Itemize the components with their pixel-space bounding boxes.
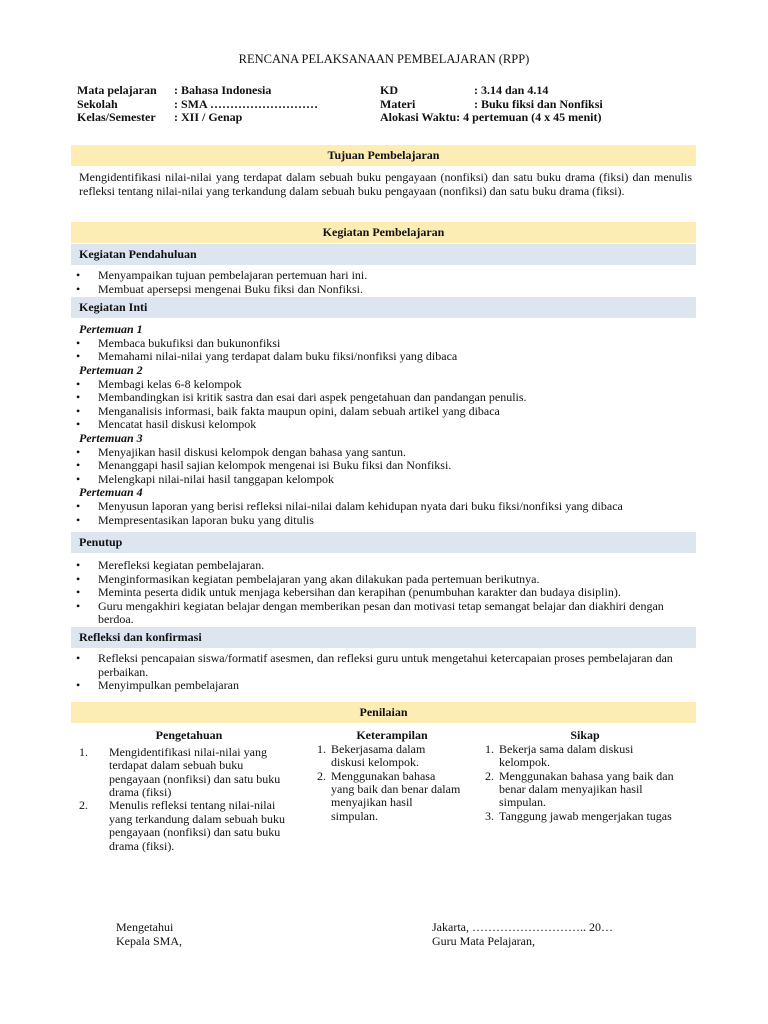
kelas-value: : XII / Genap — [174, 110, 243, 124]
materi-value: : Buku fiksi dan Nonfiksi — [474, 96, 603, 111]
sikap-list — [485, 742, 685, 823]
list-item: • Menganalisis informasi, baik fakta maupun opini, dalam sebuah artikel yang dibaca — [71, 405, 696, 419]
list-item: • Guru mengakhiri kegiatan belajar dengan memberikan pesan dan motivasi tetap semangat belajar dan diakhiri dengan berdoa. — [71, 600, 696, 627]
list-item: • Menyusun laporan yang berisi refleksi nilai-nilai dalam kehidupan nyata dari buku fiksi/nonfiksi yang dibaca — [71, 500, 696, 514]
list-number: 2. — [485, 768, 494, 783]
sekolah-value: : SMA ……………………… — [174, 96, 318, 111]
meta-table — [77, 84, 603, 125]
keterampilan-list — [317, 742, 485, 823]
pertemuan-4-label: Pertemuan 4 — [79, 485, 143, 500]
signature-left — [116, 920, 182, 948]
sikap-column — [485, 726, 685, 853]
list-item: • Refleksi pencapaian siswa/formatif asesmen, dan refleksi guru untuk mengetahui ketercapaian proses pembelajaran dan perbaikan. — [71, 652, 696, 679]
list-item-text: Tanggung jawab mengerjakan tugas — [499, 808, 672, 823]
list-item: • Menanggapi hasil sajian kelompok mengenai isi Buku fiksi dan Nonfiksi. — [71, 459, 696, 473]
list-item — [485, 743, 685, 770]
list-number: 2. — [79, 798, 88, 813]
list-item: • Menginformasikan kegiatan pembelajaran yang akan dilakukan pada pertemuan berikutnya. — [71, 573, 696, 587]
signature-right — [432, 920, 613, 948]
sekolah-label: Sekolah — [77, 96, 118, 111]
place-date-text: Jakarta, ……………………….. 20… — [432, 920, 613, 934]
inti-header: Kegiatan Inti — [71, 297, 696, 318]
list-item: • Menyajikan hasil diskusi kelompok dengan bahasa yang santun. — [71, 446, 696, 460]
kd-value: : 3.14 dan 4.14 — [474, 83, 549, 97]
kd-label: KD — [380, 83, 398, 97]
meta-info — [77, 84, 603, 125]
pertemuan-4-list — [71, 500, 696, 527]
pengetahuan-column — [71, 726, 317, 853]
list-item: • Membandingkan isi kritik sastra dan esai dari aspek pengetahuan dan pandangan penulis. — [71, 391, 696, 405]
list-number: 1. — [317, 741, 326, 756]
alokasi-row — [380, 111, 603, 125]
penilaian-header: Penilaian — [71, 702, 696, 723]
pertemuan-1-label: Pertemuan 1 — [79, 322, 143, 337]
pengetahuan-list — [79, 742, 317, 853]
pendahuluan-header: Kegiatan Pendahuluan — [71, 244, 696, 265]
pendahuluan-list — [71, 265, 696, 296]
rpp-content — [71, 145, 696, 853]
guru-text: Guru Mata Pelajaran, — [432, 934, 535, 948]
list-number: 1. — [79, 744, 88, 759]
list-number: 2. — [317, 768, 326, 783]
list-item-text: Bekerja sama dalam diskusi kelompok. — [499, 741, 634, 770]
list-item — [317, 770, 461, 824]
kegiatan-header: Kegiatan Pembelajaran — [71, 222, 696, 243]
list-item-text: Mengidentifikasi nilai-nilai yang terdapat dalam sebuah buku pengayaan (nonfiksi) dan satu buku drama (fiksi) — [109, 744, 281, 800]
list-item — [485, 770, 685, 810]
pertemuan-3-list — [71, 446, 696, 487]
list-item: • Merefleksi kegiatan pembelajaran. — [71, 559, 696, 573]
kelas-label: Kelas/Semester — [77, 110, 156, 124]
list-item — [317, 743, 461, 770]
list-item — [79, 746, 291, 800]
refleksi-list — [71, 648, 696, 693]
list-item — [485, 810, 685, 823]
list-number: 3. — [485, 808, 494, 823]
materi-label: Materi — [380, 96, 416, 111]
list-item: • Mempresentasikan laporan buku yang ditulis — [71, 514, 696, 528]
list-number: 1. — [485, 741, 494, 756]
sikap-header: Sikap — [570, 727, 600, 742]
mengetahui-text: Mengetahui — [116, 920, 174, 934]
pertemuan-2-label: Pertemuan 2 — [79, 362, 143, 377]
list-item: • Membuat apersepsi mengenai Buku fiksi dan Nonfiksi. — [71, 283, 696, 297]
inti-body — [71, 318, 696, 527]
pertemuan-2-list — [71, 378, 696, 432]
pengetahuan-header: Pengetahuan — [155, 727, 223, 742]
refleksi-header: Refleksi dan konfirmasi — [71, 627, 696, 648]
list-item: • Meminta peserta didik untuk menjaga kebersihan dan kerapihan (penumbuhan karakter dan budaya disiplin). — [71, 586, 696, 600]
document-title: RENCANA PELAKSANAAN PEMBELAJARAN (RPP) — [238, 52, 530, 66]
alokasi-value: : 4 pertemuan (4 x 45 menit) — [456, 110, 602, 124]
penutup-header: Penutup — [71, 532, 696, 553]
keterampilan-column — [317, 726, 485, 853]
tujuan-text: Mengidentifikasi nilai-nilai yang terdapat dalam sebuah buku pengayaan (nonfiksi) dan satu buku drama (fiksi) dan menulis refleksi tentang nilai-nilai yang terkandung dalam sebuah buku pengayaan (nonfiksi) dan satu buku drama (fiksi). — [79, 170, 692, 199]
list-item-text: Menulis refleksi tentang nilai-nilai yang terkandung dalam sebuah buku pengayaan (nonfiksi) dan satu buku drama (fiksi). — [109, 798, 285, 853]
list-item-text: Bekerjasama dalam diskusi kelompok. — [331, 741, 426, 770]
list-item: • Membagi kelas 6-8 kelompok — [71, 378, 696, 392]
alokasi-label: Alokasi Waktu — [380, 110, 457, 124]
penilaian-columns — [71, 723, 696, 853]
keterampilan-header: Keterampilan — [356, 727, 428, 742]
list-item: • Melengkapi nilai-nilai hasil tanggapan kelompok — [71, 473, 696, 487]
list-item-text: Menggunakan bahasa yang baik dan benar dalam menyajikan hasil simpulan. — [331, 768, 461, 823]
list-item: • Menyimpulkan pembelajaran — [71, 679, 696, 693]
list-item — [79, 799, 291, 853]
mapel-label: Mata pelajaran — [77, 83, 157, 97]
kepala-sma-text: Kepala SMA, — [116, 934, 182, 948]
list-item: • Menyampaikan tujuan pembelajaran pertemuan hari ini. — [71, 269, 696, 283]
pertemuan-3-label: Pertemuan 3 — [79, 430, 143, 445]
tujuan-header: Tujuan Pembelajaran — [71, 145, 696, 166]
list-item: • Memahami nilai-nilai yang terdapat dalam buku fiksi/nonfiksi yang dibaca — [71, 350, 696, 364]
pertemuan-1-list — [71, 337, 696, 364]
list-item: • Membaca bukufiksi dan bukunonfiksi — [71, 337, 696, 351]
list-item: • Mencatat hasil diskusi kelompok — [71, 418, 696, 432]
penutup-list — [71, 553, 696, 627]
list-item-text: Menggunakan bahasa yang baik dan benar dalam menyajikan hasil simpulan. — [499, 768, 674, 810]
mapel-value: : Bahasa Indonesia — [174, 83, 272, 97]
